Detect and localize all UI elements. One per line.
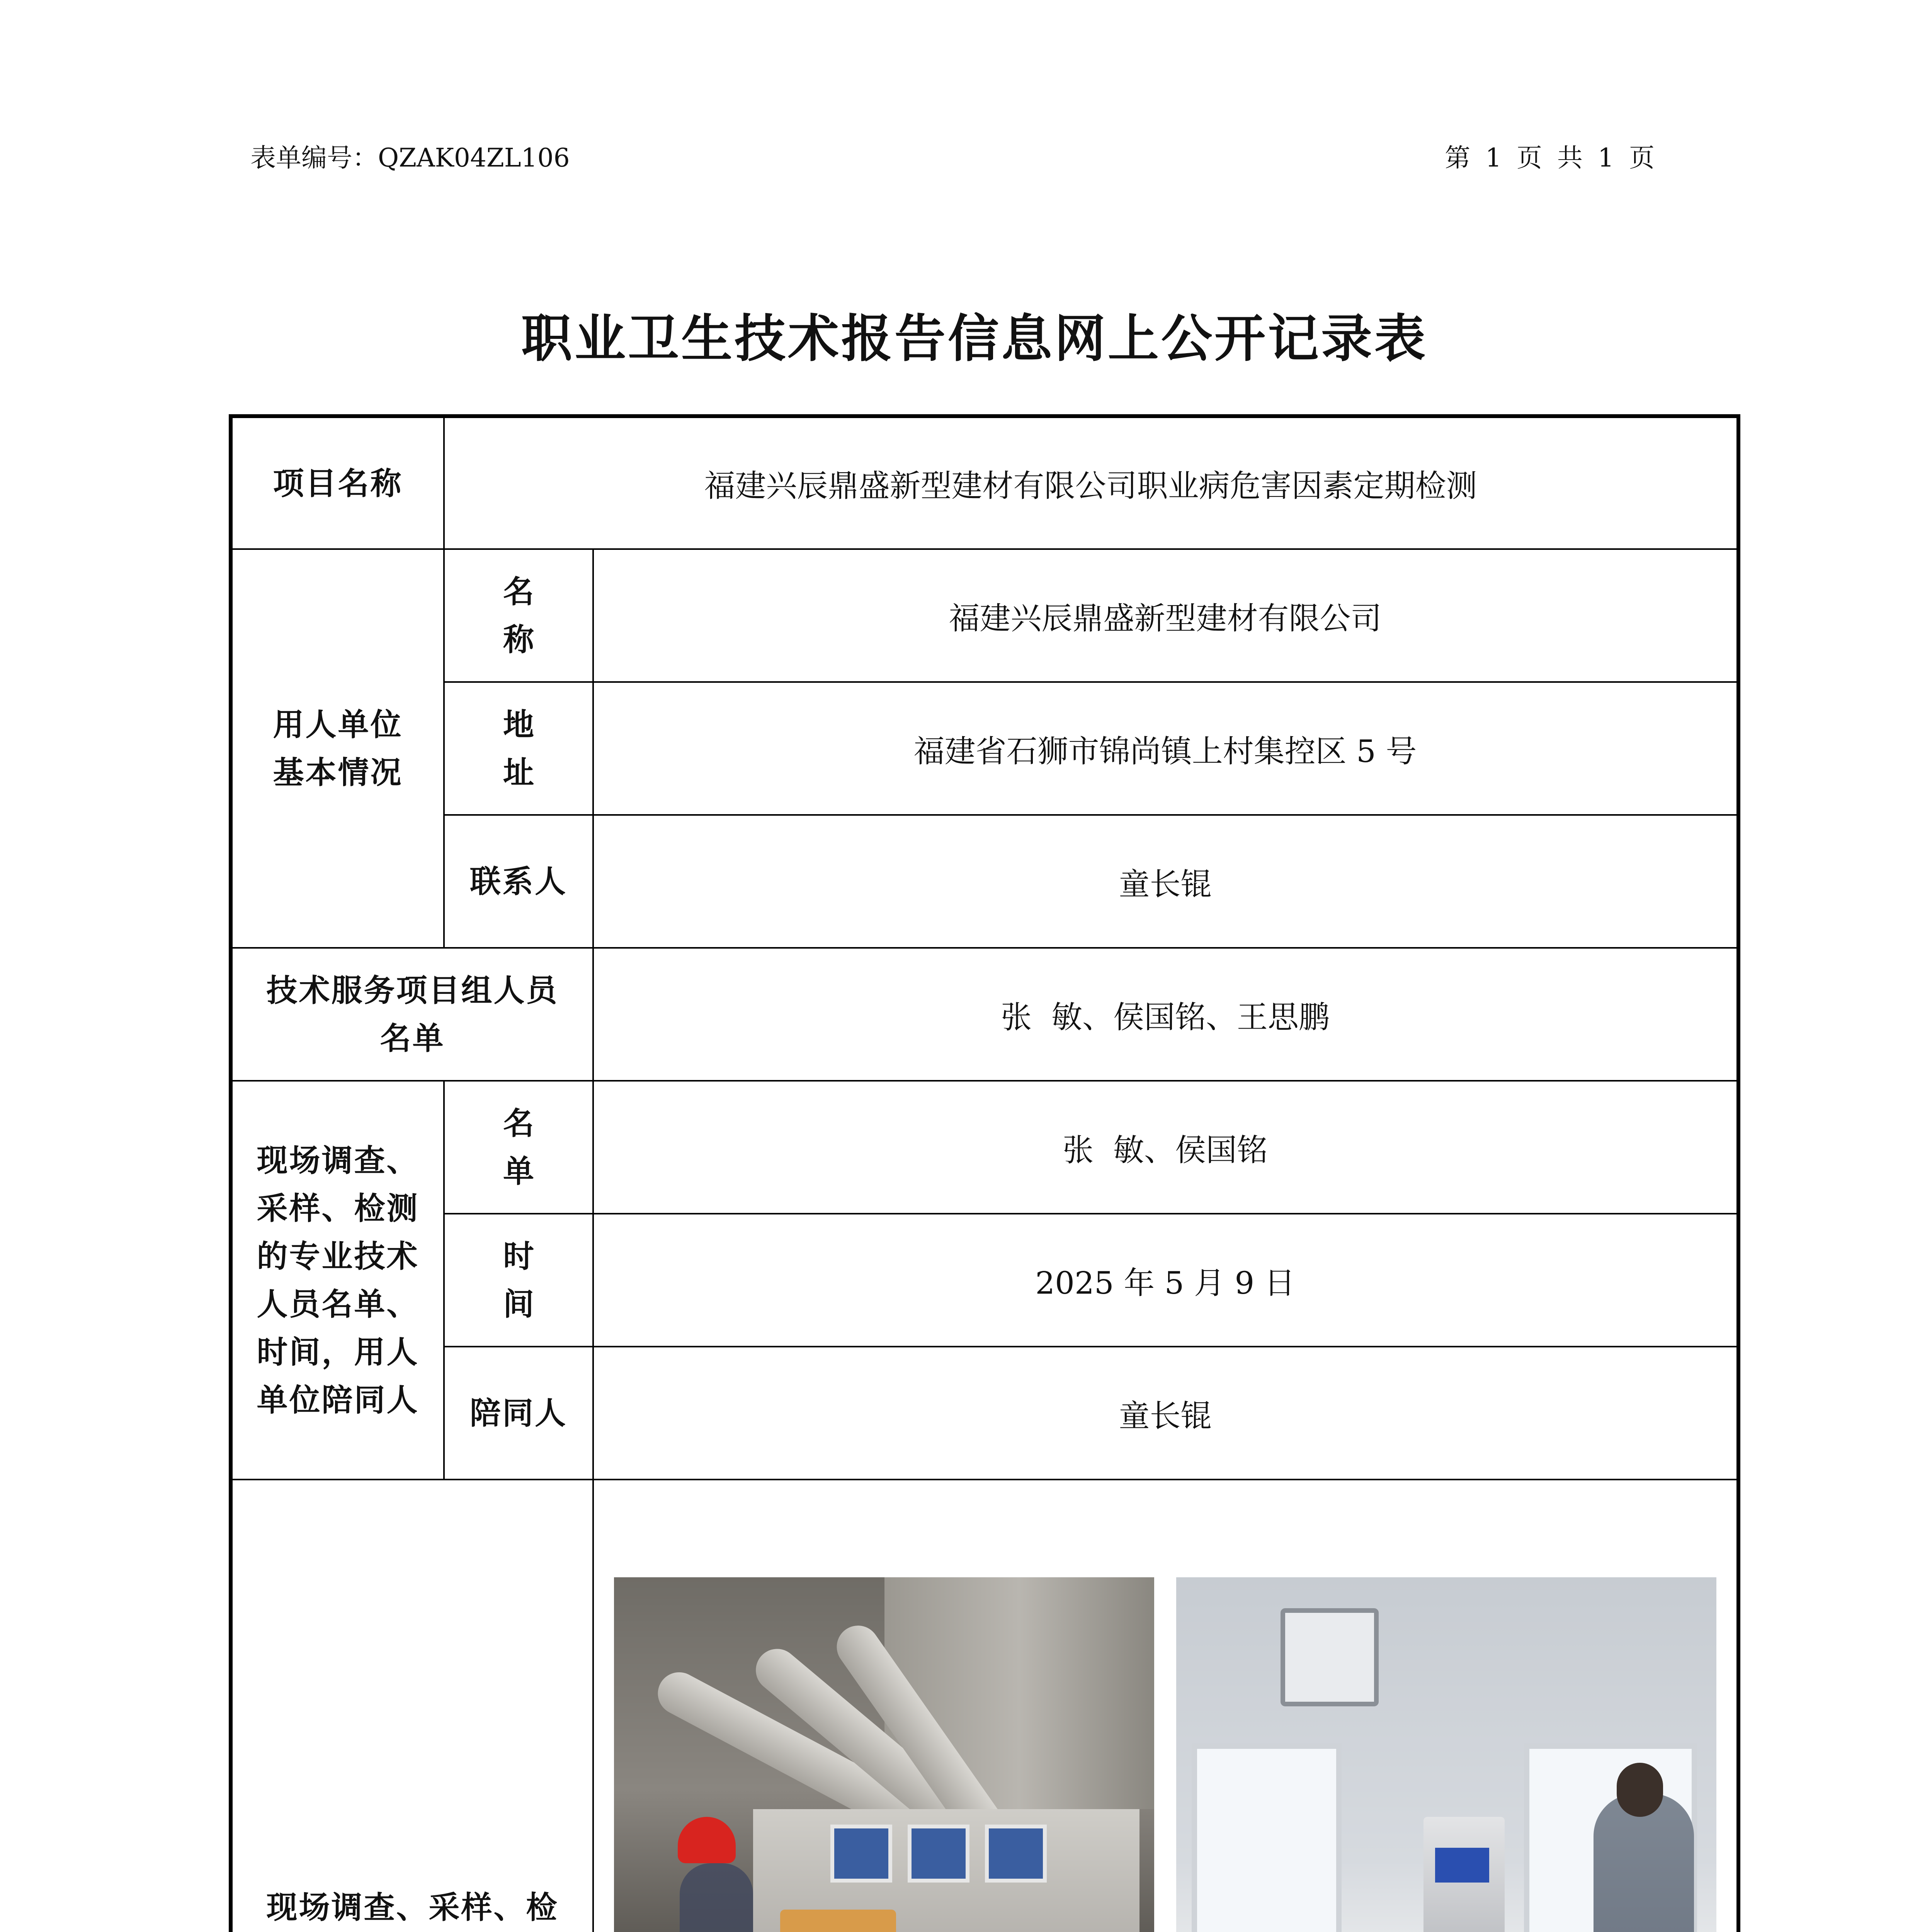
name-value: 福建兴辰鼎盛新型建材有限公司 [593,549,1738,682]
document-title: 职业卫生技术报告信息网上公开记录表 [521,309,1428,369]
photo-gallery [594,1577,1736,1932]
row-address [231,682,1738,815]
team-label [231,948,593,1081]
row-employer-name [231,549,1738,682]
images-cell [593,1480,1738,1932]
list-value: 张 敏、侯国铭 [593,1081,1738,1214]
laboratory-sampling-photo [1176,1577,1716,1932]
row-survey-list [231,1081,1738,1214]
row-images [231,1480,1738,1932]
escort-label: 陪同人 [444,1347,593,1480]
survey-label-line: 的专业技术 [257,1238,419,1274]
page-indicator: 第 1 页 共 1 页 [1445,143,1655,173]
row-escort [231,1347,1738,1480]
images-label [231,1480,593,1932]
survey-label-line: 单位陪同人 [257,1382,419,1418]
address-label: 地址 [444,682,593,815]
record-table [229,414,1740,1932]
row-team [231,948,1738,1081]
team-label-line2: 名单 [380,1020,445,1056]
row-survey-time [231,1214,1738,1347]
address-value: 福建省石狮市锦尚镇上村集控区 5 号 [593,682,1738,815]
list-label: 名单 [444,1081,593,1214]
employer-info-label [231,549,444,948]
name-label: 名称 [444,549,593,682]
employer-info-label-line2: 基本情况 [273,754,403,791]
time-label: 时间 [444,1214,593,1347]
survey-label-line: 人员名单、 [257,1286,419,1322]
form-number: 表单编号：QZAK04ZL106 [250,143,570,173]
project-name-label: 项目名称 [231,416,444,549]
employer-info-label-line1: 用人单位 [273,706,403,743]
contact-value: 童长锟 [593,815,1738,948]
escort-value: 童长锟 [593,1347,1738,1480]
survey-label-line: 采样、检测 [257,1190,419,1226]
survey-label-line: 时间，用人 [257,1334,419,1370]
images-label-line1: 现场调查、采样、检 [266,1889,559,1925]
team-label-line1: 技术服务项目组人员 [266,972,559,1009]
factory-sampling-photo [614,1577,1154,1932]
time-value: 2025 年 5 月 9 日 [593,1214,1738,1347]
survey-info-label [231,1081,444,1480]
row-project-name [231,416,1738,549]
project-name-value: 福建兴辰鼎盛新型建材有限公司职业病危害因素定期检测 [444,416,1738,549]
team-value: 张 敏、侯国铭、王思鹏 [593,948,1738,1081]
contact-label: 联系人 [444,815,593,948]
row-contact [231,815,1738,948]
survey-label-line: 现场调查、 [257,1142,419,1179]
